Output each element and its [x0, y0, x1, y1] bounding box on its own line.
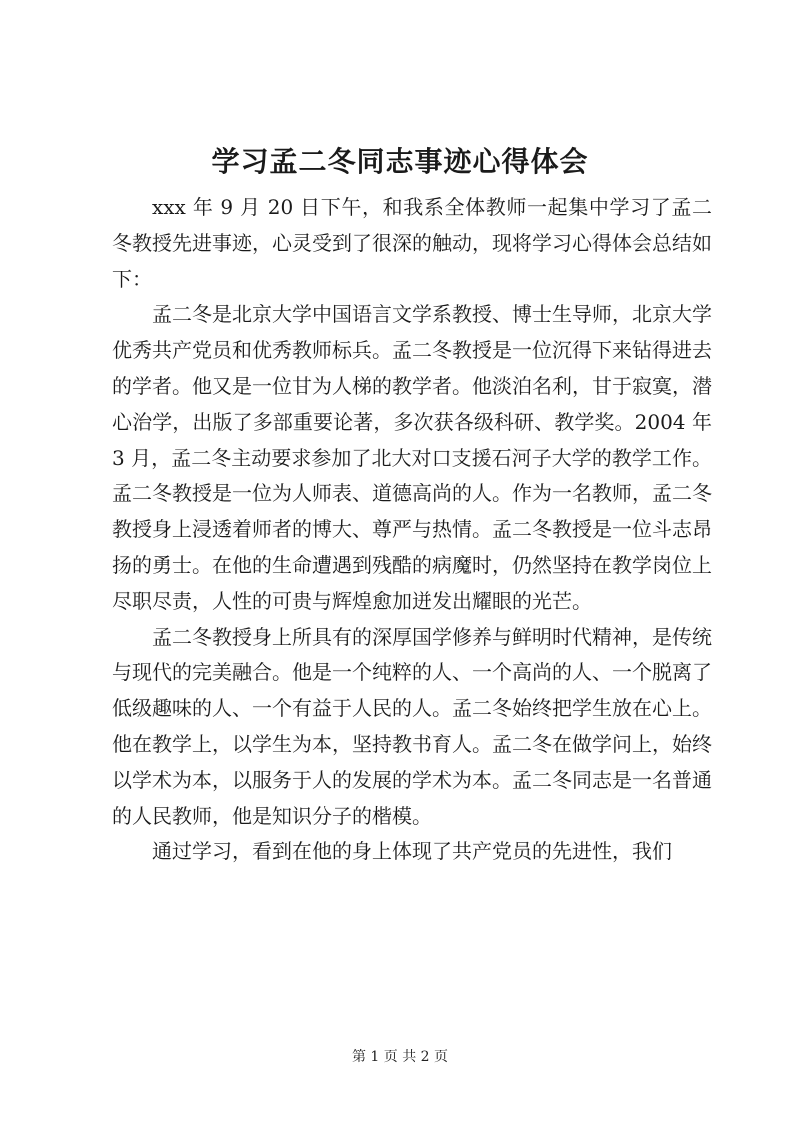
page-number: 第 1 页 共 2 页 — [351, 1049, 449, 1065]
paragraph-biography: 孟二冬是北京大学中国语言文学系教授、博士生导师，北京大学优秀共产党员和优秀教师标兵。孟二冬教授是一位沉得下来钻得进去的学者。他又是一位甘为人梯的教学者。他淡泊名利，甘于寂寞，潜心治学，出版了多部重要论著，多次获各级科研、教学奖。2004 年 3 月，孟二冬主动要求参加了北大对口支援石河子大学的教学工作。孟二冬教授是一位为人师表、道德高尚的人。作为一名教师，孟二冬教授身上浸透着师者的博大、尊严与热情。孟二冬教授是一位斗志昂扬的勇士。在他的生命遭遇到残酷的病魔时，仍然坚持在教学岗位上尽职尽责，人性的可贵与辉煌愈加迸发出耀眼的光芒。 — [112, 302, 712, 613]
page-footer — [0, 1046, 800, 1066]
paragraph-qualities: 孟二冬教授身上所具有的深厚国学修养与鲜明时代精神，是传统与现代的完美融合。他是一个纯粹的人、一个高尚的人、一个脱离了低级趣味的人、一个有益于人民的人。孟二冬始终把学生放在心上。他在教学上，以学生为本，坚持教书育人。孟二冬在做学问上，始终以学术为本，以服务于人的发展的学术为本。孟二冬同志是一名普通的人民教师，他是知识分子的楷模。 — [112, 624, 712, 828]
paragraph-conclusion: 通过学习，看到在他的身上体现了共产党员的先进性，我们 — [152, 839, 672, 864]
document-body — [112, 190, 712, 870]
document-title: 学习孟二冬同志事迹心得体会 — [211, 145, 589, 178]
paragraph-intro: xxx 年 9 月 20 日下午，和我系全体教师一起集中学习了孟二冬教授先进事迹，心灵受到了很深的触动，现将学习心得体会总结如下： — [112, 195, 712, 291]
